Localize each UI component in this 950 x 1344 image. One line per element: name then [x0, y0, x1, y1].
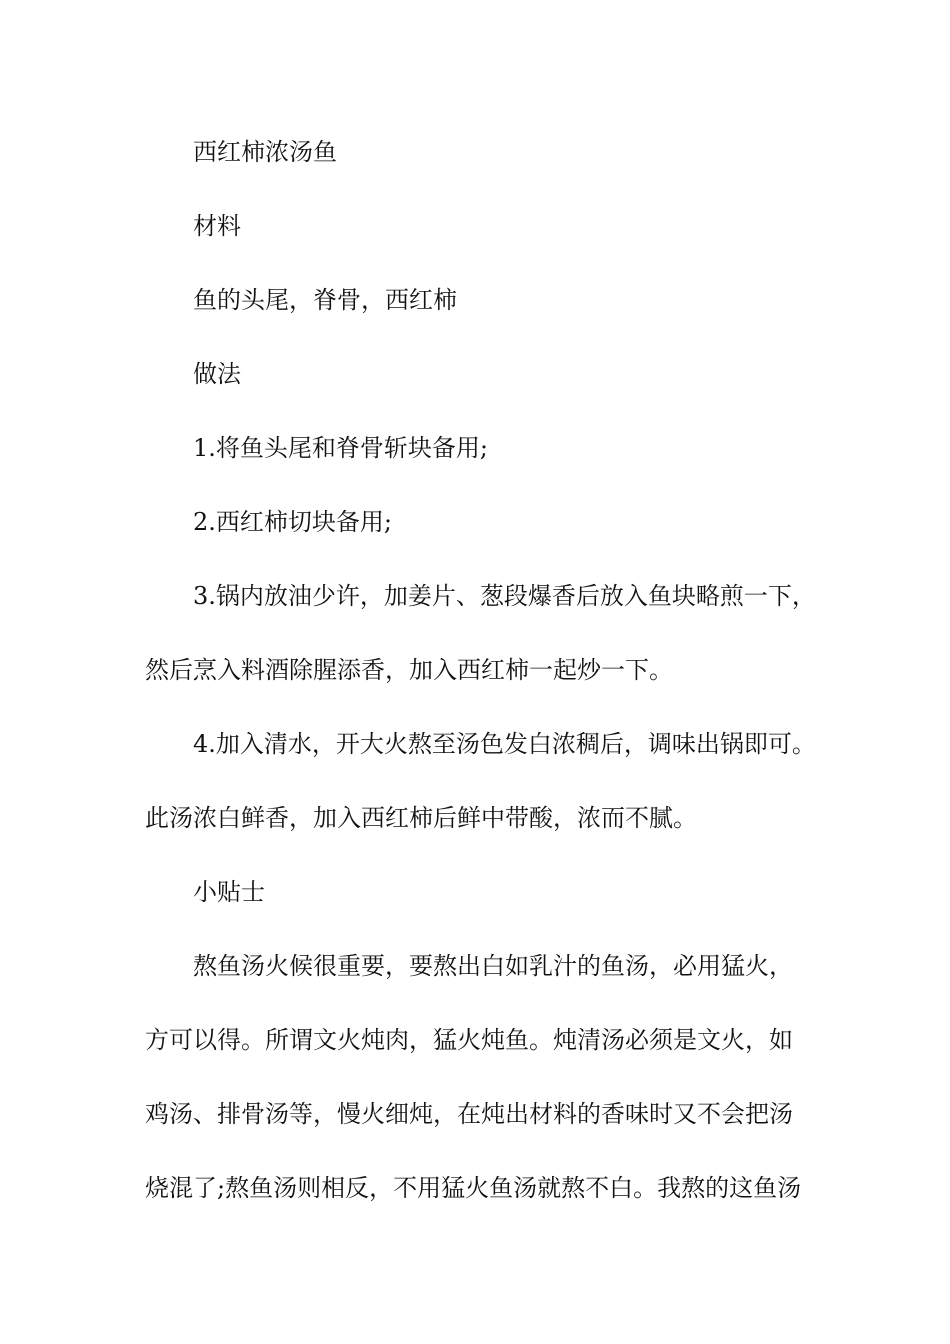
ingredients-text: 鱼的头尾，脊骨，西红柿 — [193, 286, 457, 314]
recipe-title: 西红柿浓汤鱼 — [193, 138, 337, 166]
ingredients-heading: 材料 — [193, 212, 241, 240]
step-2: 2.西红柿切块备用; — [193, 508, 392, 536]
step-3-line-1: 3.锅内放油少许，加姜片、葱段爆香后放入鱼块略煎一下， — [193, 582, 816, 610]
method-heading: 做法 — [193, 360, 241, 388]
tips-line-1: 熬鱼汤火候很重要，要熬出白如乳汁的鱼汤，必用猛火， — [193, 952, 793, 980]
step-1: 1.将鱼头尾和脊骨斩块备用; — [193, 434, 488, 462]
tips-line-4: 烧混了;熬鱼汤则相反，不用猛火鱼汤就熬不白。我熬的这鱼汤 — [145, 1174, 802, 1202]
step-4-line-1: 4.加入清水，开大火熬至汤色发白浓稠后，调味出锅即可。 — [193, 730, 816, 758]
step-3-line-2: 然后烹入料酒除腥添香，加入西红柿一起炒一下。 — [145, 656, 673, 684]
tips-heading: 小贴士 — [193, 878, 265, 906]
step-4-line-2: 此汤浓白鲜香，加入西红柿后鲜中带酸，浓而不腻。 — [145, 804, 697, 832]
tips-line-2: 方可以得。所谓文火炖肉，猛火炖鱼。炖清汤必须是文火，如 — [145, 1026, 793, 1054]
tips-line-3: 鸡汤、排骨汤等，慢火细炖，在炖出材料的香味时又不会把汤 — [145, 1100, 793, 1128]
